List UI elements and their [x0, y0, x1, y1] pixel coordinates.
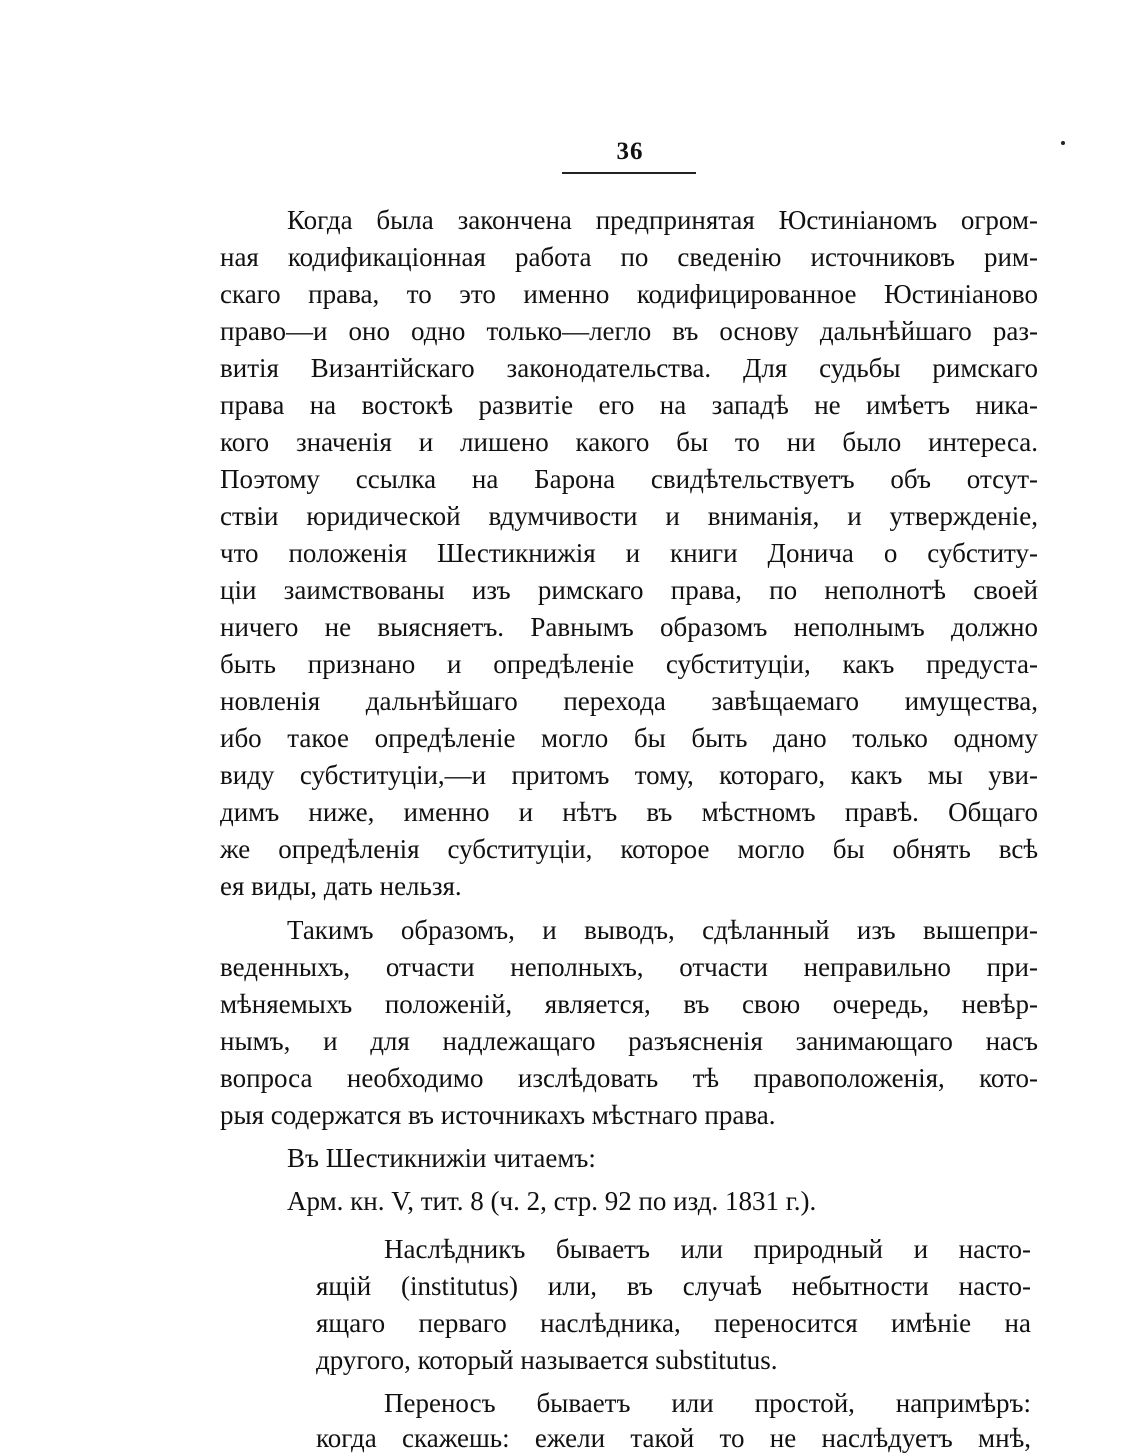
text-line: ибо такое опредѣленіе могло бы быть дано только одному	[220, 723, 1038, 753]
text-line: же опредѣленія субституціи, которое могло бы обнять всѣ	[220, 834, 1038, 864]
text-line: ствіи юридической вдумчивости и вниманія, и утвержденіе,	[220, 501, 1038, 531]
quote-line: когда скажешь: ежели такой то не наслѣдуетъ мнѣ,	[316, 1423, 1031, 1453]
text-line: Поэтому ссылка на Барона свидѣтельствуетъ объ отсут-	[220, 464, 1038, 494]
text-line: ея виды, дать нельзя.	[220, 871, 462, 901]
text-line: быть признано и опредѣленіе субституціи, какъ предуста-	[220, 649, 1038, 679]
text-line: что положенія Шестикнижія и книги Донича о субститу-	[220, 538, 1038, 568]
quote-line: ящій (institutus) или, въ случаѣ небытности насто-	[316, 1271, 1031, 1301]
text-line: димъ ниже, именно и нѣтъ въ мѣстномъ правѣ. Общаго	[220, 797, 1038, 827]
text-line: скаго права, то это именно кодифицированное Юстиніаново	[220, 279, 1038, 309]
text-line: Въ Шестикнижіи читаемъ:	[287, 1143, 596, 1173]
text-line: виду субституціи,—и притомъ тому, котораго, какъ мы уви-	[220, 760, 1038, 790]
text-line: нымъ, и для надлежащаго разъясненія занимающаго насъ	[220, 1026, 1038, 1056]
text-line: рыя содержатся въ источникахъ мѣстнаго права.	[220, 1100, 776, 1130]
text-line: кого значенія и лишено какого бы то ни было интереса.	[220, 427, 1038, 457]
text-line: права на востокѣ развитіе его на западѣ не имѣетъ ника-	[220, 390, 1038, 420]
quote-line: ящаго перваго наслѣдника, переносится имѣніе на	[316, 1308, 1031, 1338]
quote-line: Переносъ бываетъ или простой, напримѣръ:	[384, 1388, 1031, 1418]
text-line: ничего не выясняетъ. Равнымъ образомъ неполнымъ должно	[220, 612, 1038, 642]
text-line: витія Византійскаго законодательства. Для судьбы римскаго	[220, 353, 1038, 383]
text-line: право—и оно одно только—легло въ основу дальнѣйшаго раз-	[220, 316, 1038, 346]
print-speck	[1061, 141, 1065, 145]
text-line: вопроса необходимо изслѣдовать тѣ правоположенія, кото-	[220, 1063, 1038, 1093]
text-line: Арм. кн. V, тит. 8 (ч. 2, стр. 92 по изд. 1831 г.).	[287, 1186, 817, 1216]
text-line: мѣняемыхъ положеній, является, въ свою очередь, невѣр-	[220, 989, 1038, 1019]
text-line: Когда была закончена предпринятая Юстиніаномъ огром-	[287, 205, 1038, 235]
quote-line: другого, который называется substitutus.	[316, 1345, 778, 1375]
text-line: веденныхъ, отчасти неполныхъ, отчасти неправильно при-	[220, 952, 1038, 982]
text-line: новленія дальнѣйшаго перехода завѣщаемаго имущества,	[220, 686, 1038, 716]
quote-line: Наслѣдникъ бываетъ или природный и насто-	[384, 1234, 1031, 1264]
header-rule	[562, 172, 696, 174]
page-number: 36	[616, 138, 644, 165]
text-line: ная кодификаціонная работа по сведенію источниковъ рим-	[220, 242, 1038, 272]
text-line: Такимъ образомъ, и выводъ, сдѣланный изъ вышепри-	[287, 915, 1038, 945]
text-line: ціи заимствованы изъ римскаго права, по неполнотѣ своей	[220, 575, 1038, 605]
